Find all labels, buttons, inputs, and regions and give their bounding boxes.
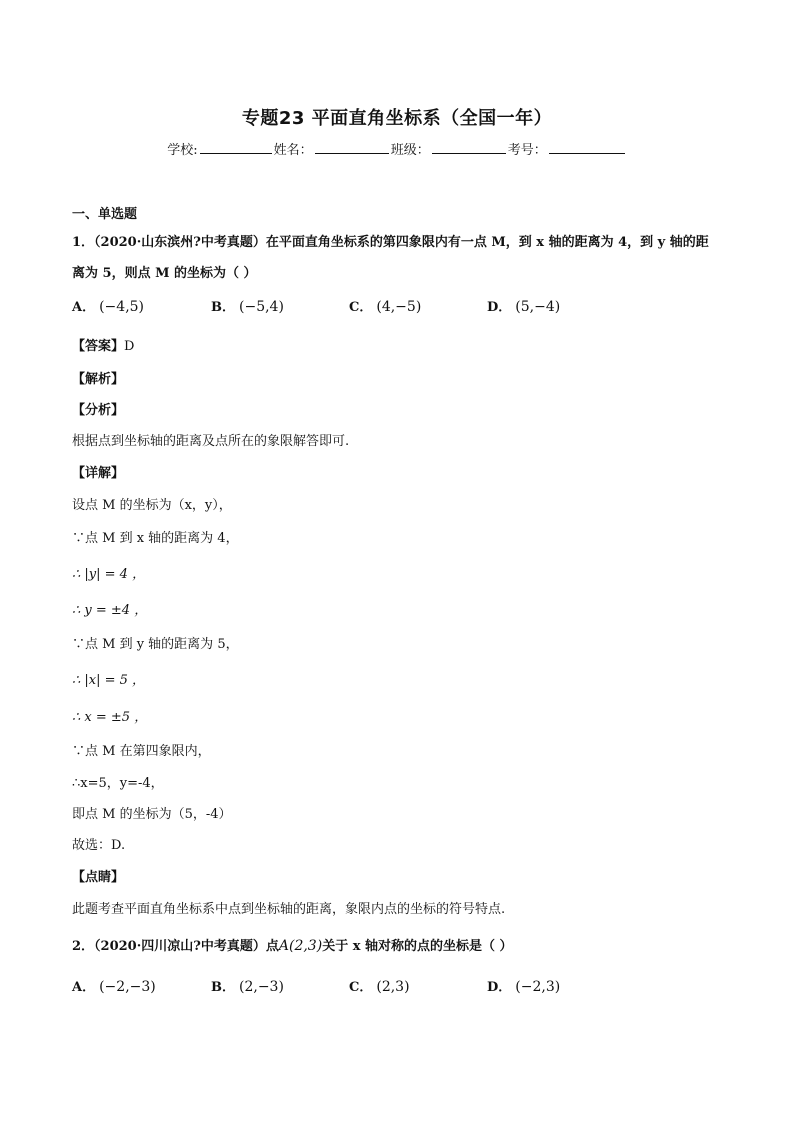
exam-number-blank[interactable] — [549, 141, 625, 154]
q1-option-a[interactable]: A． (−4,5) — [72, 299, 145, 315]
step-9: ∴x=5，y=-4， — [72, 776, 164, 791]
q2-option-a[interactable]: A． (−2,−3) — [72, 979, 156, 995]
class-blank[interactable] — [432, 141, 506, 154]
step-3: ∴ |y| = 4 ， — [72, 567, 146, 582]
q2-point: A(2,3) — [278, 938, 323, 954]
step-11: 故选：D. — [72, 838, 126, 853]
dianjing-text: 此题考查平面直角坐标系中点到坐标轴的距离，象限内点的坐标的符号特点. — [72, 902, 506, 917]
analysis-label: 【解析】 — [72, 372, 125, 387]
step-8: ∵点 M 在第四象限内， — [72, 744, 211, 759]
exam-number-label: 考号： — [507, 143, 547, 158]
q2-stem-prefix: 2．（2020·四川凉山?中考真题）点 — [72, 939, 279, 954]
school-blank[interactable] — [200, 141, 272, 154]
class-label: 班级： — [390, 143, 430, 158]
q2-option-d[interactable]: D． (−2,3) — [487, 979, 561, 995]
q2-stem — [72, 935, 513, 954]
q2-option-c[interactable]: C． (2,3) — [349, 979, 410, 995]
step-10: 即点 M 的坐标为（5，-4） — [72, 807, 232, 822]
document-title: 专题23 平面直角坐标系（全国一年） — [241, 108, 553, 129]
q1-option-c[interactable]: C． (4,−5) — [349, 299, 422, 315]
q2-option-b[interactable]: B． (2,−3) — [211, 979, 284, 995]
step-7: ∴ x = ±5 ， — [72, 710, 148, 725]
step-2: ∵点 M 到 x 轴的距离为 4， — [72, 531, 239, 546]
q1-option-b[interactable]: B． (−5,4) — [211, 299, 284, 315]
answer-value: D — [124, 339, 135, 354]
name-blank[interactable] — [315, 141, 389, 154]
answer-label: 【答案】 — [72, 339, 125, 354]
fenxi-text: 根据点到坐标轴的距离及点所在的象限解答即可. — [72, 434, 350, 449]
section-title: 一、单选题 — [72, 207, 138, 222]
step-1: 设点 M 的坐标为（x，y）， — [72, 498, 232, 513]
school-label: 学校: — [167, 143, 198, 158]
student-info-line — [0, 139, 794, 158]
name-label: 姓名： — [273, 143, 313, 158]
step-4: ∴ y = ±4 ， — [72, 603, 148, 618]
q2-stem-suffix: 关于 x 轴对称的点的坐标是（ ） — [322, 939, 513, 954]
q1-stem-line1: 1．（2020·山东滨州?中考真题）在平面直角坐标系的第四象限内有一点 M，到 x 轴的距离为 4，到 y 轴的距 — [72, 235, 709, 250]
dianjing-label: 【点睛】 — [72, 870, 125, 885]
step-5: ∵点 M 到 y 轴的距离为 5， — [72, 637, 239, 652]
q1-stem-line2: 离为 5，则点 M 的坐标为（ ） — [72, 266, 257, 281]
step-6: ∴ |x| = 5 ， — [72, 673, 146, 688]
detail-label: 【详解】 — [72, 466, 125, 481]
fenxi-label: 【分析】 — [72, 403, 125, 418]
q1-option-d[interactable]: D． (5,−4) — [487, 299, 561, 315]
q1-answer — [72, 335, 134, 354]
